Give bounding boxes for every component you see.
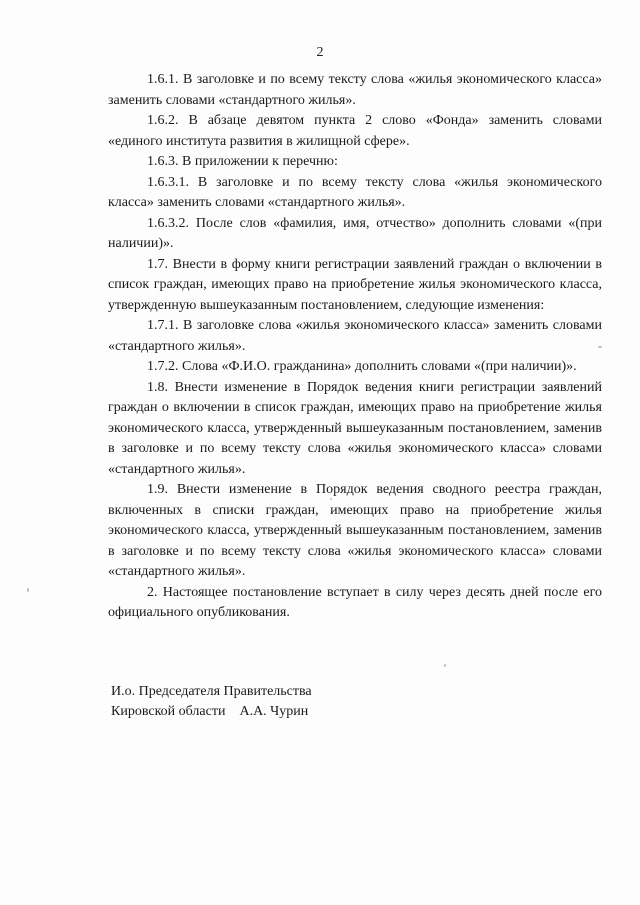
signature-block	[111, 682, 312, 722]
scan-speck	[330, 498, 332, 500]
paragraph-2: 2. Настоящее постановление вступает в силу через десять дней после его официального опубликования.	[108, 584, 602, 620]
paragraph-1-6-3-1: 1.6.3.1. В заголовке и по всему тексту слова «жилья экономического класса» заменить словами «стандартного жилья».	[108, 174, 602, 210]
paragraph-1-6-2: 1.6.2. В абзаце девятом пункта 2 слово «Фонда» заменить словами «единого института развития в жилищной сфере».	[108, 113, 602, 149]
paragraph-1-6-3-2: 1.6.3.2. После слов «фамилия, имя, отчество» дополнить словами «(при наличии)».	[108, 215, 602, 251]
paragraph-1-7-2: 1.7.2. Слова «Ф.И.О. гражданина» дополнить словами «(при наличии)».	[147, 359, 577, 374]
signature-title: И.о. Председателя Правительства	[111, 684, 312, 699]
paragraph-1-6-1: 1.6.1. В заголовке и по всему тексту слова «жилья экономического класса» заменить словами «стандартного жилья».	[108, 72, 602, 108]
scan-speck	[444, 664, 446, 667]
paragraph-1-7-1: 1.7.1. В заголовке слова «жилья экономического класса» заменить словами «стандартного жилья».	[108, 318, 602, 354]
paragraph-1-7: 1.7. Внести в форму книги регистрации заявлений граждан о включении в список граждан, имеющих право на приобретение жилья экономического класса, утвержденную вышеуказанным постановлением, следующие изменения:	[108, 256, 602, 313]
scan-speck	[27, 588, 29, 592]
scan-speck	[598, 346, 602, 348]
signature-name: Кировской области А.А. Чурин	[111, 704, 309, 719]
paragraph-1-8: 1.8. Внести изменение в Порядок ведения книги регистрации заявлений граждан о включении в список граждан, имеющих право на приобретение жилья экономического класса, утвержденный вышеуказанным постановлением, заменив в заголовке и по всему тексту слова «жилья экономического класса» словами «стандартного жилья».	[108, 379, 602, 477]
document-body	[108, 70, 602, 624]
page-number: 2	[316, 45, 324, 60]
paragraph-1-6-3: 1.6.3. В приложении к перечню:	[147, 154, 338, 169]
paragraph-1-9: 1.9. Внести изменение в Порядок ведения сводного реестра граждан, включенных в списки граждан, имеющих право на приобретение жилья экономического класса, утвержденный вышеуказанным постановлением, заменив в заголовке и по всему тексту слова «жилья экономического класса» словами «стандартного жилья».	[108, 482, 602, 579]
